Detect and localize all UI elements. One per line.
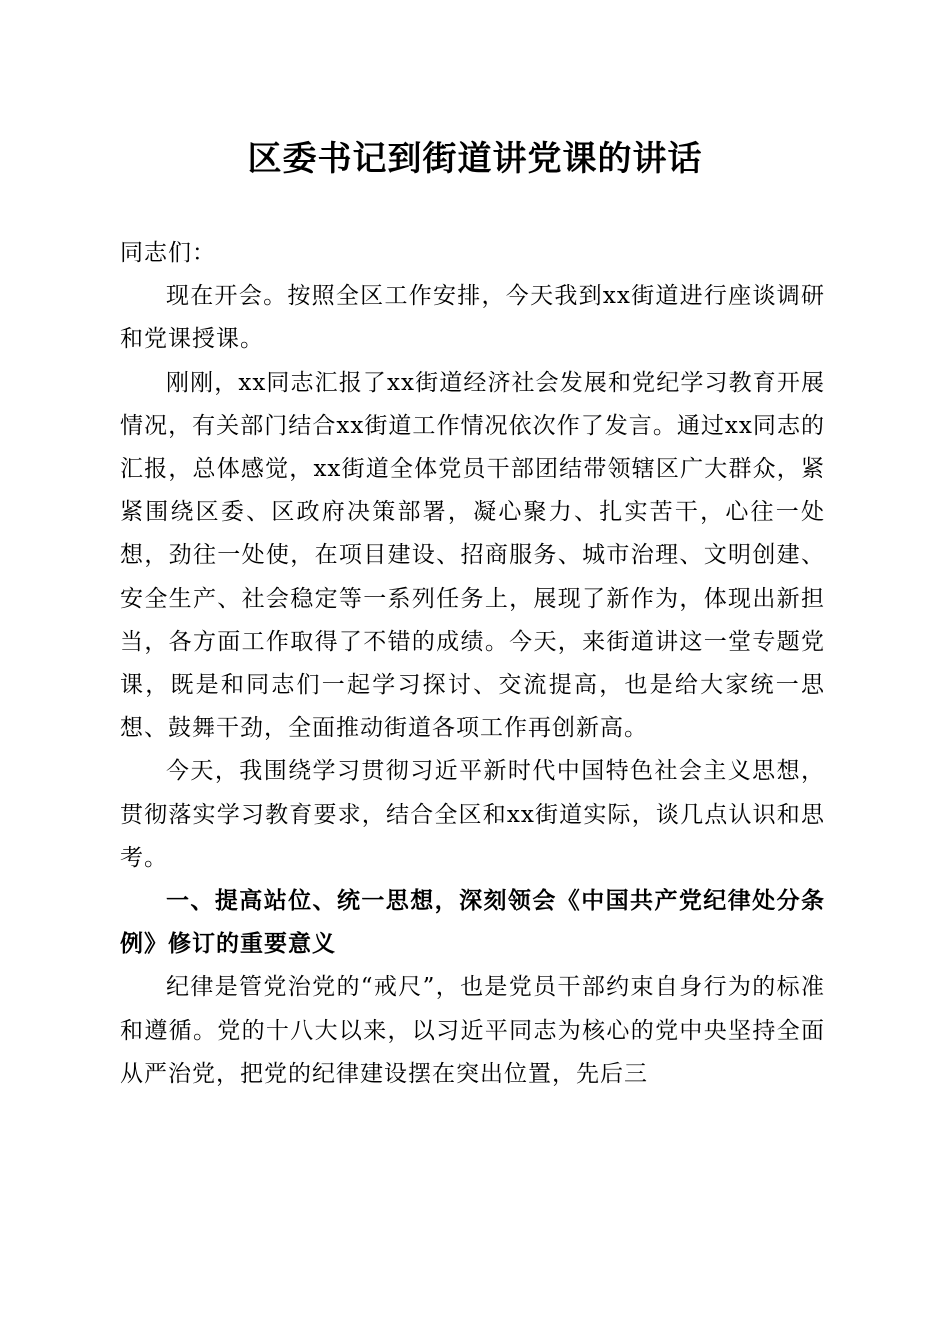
document-body: [120, 232, 825, 1096]
paragraph-opening: 现在开会。按照全区工作安排，今天我到xx街道进行座谈调研和党课授课。: [120, 283, 825, 353]
section-heading: 一、提高站位、统一思想，深刻领会《中国共产党纪律处分条例》修订的重要意义: [120, 888, 825, 958]
salutation: 同志们：: [120, 240, 216, 266]
paragraph-report-summary: 刚刚，xx同志汇报了xx街道经济社会发展和党纪学习教育开展情况，有关部门结合xx街道工作情况依次作了发言。通过xx同志的汇报，总体感觉，xx街道全体党员干部团结带领辖区广大群众，紧紧围绕区委、区政府决策部署，凝心聚力、扎实苦干，心往一处想，劲往一处使，在项目建设、招商服务、城市治理、文明创建、安全生产、社会稳定等一系列任务上，展现了新作为，体现出新担当，各方面工作取得了不错的成绩。今天，来街道讲这一堂专题党课，既是和同志们一起学习探讨、交流提高，也是给大家统一思想、鼓舞干劲，全面推动街道各项工作再创新高。: [120, 369, 825, 742]
paragraph-topic-intro: 今天，我围绕学习贯彻习近平新时代中国特色社会主义思想，贯彻落实学习教育要求，结合全区和xx街道实际，谈几点认识和思考。: [120, 758, 825, 871]
document-title: 区委书记到街道讲党课的讲话: [247, 139, 703, 179]
paragraph-section-body: 纪律是管党治党的“戒尺”，也是党员干部约束自身行为的标准和遵循。党的十八大以来，以习近平同志为核心的党中央坚持全面从严治党，把党的纪律建设摆在突出位置，先后三: [120, 974, 825, 1087]
